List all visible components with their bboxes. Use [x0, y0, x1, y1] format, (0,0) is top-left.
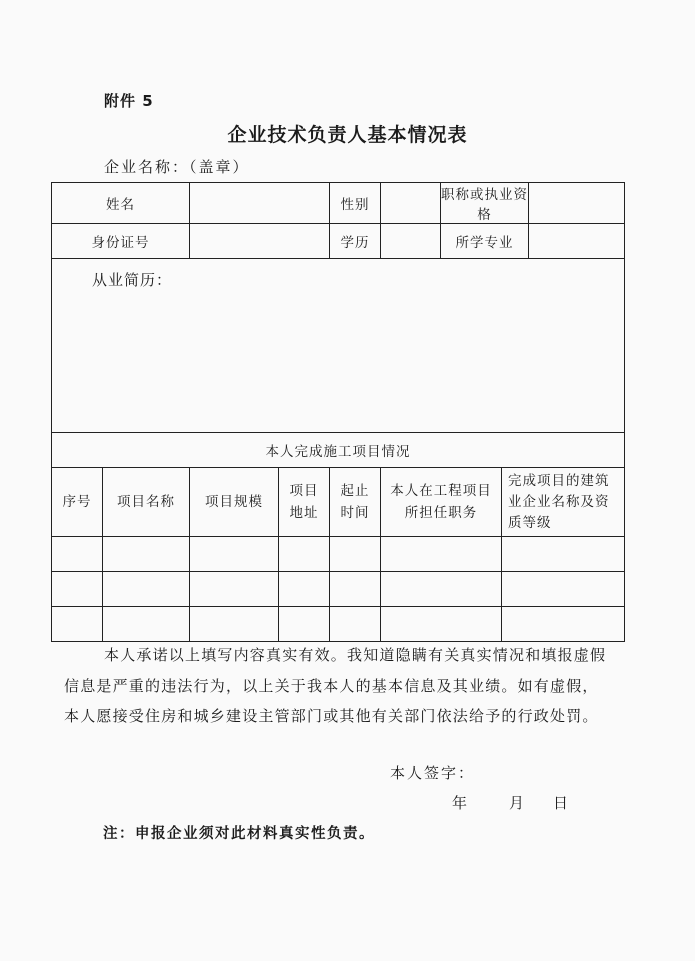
- name-field[interactable]: [190, 183, 330, 224]
- resume-row: [52, 259, 625, 433]
- cell-project-scale[interactable]: [190, 572, 279, 607]
- projects-title-row: [52, 433, 625, 468]
- date-day-label: 日: [553, 794, 569, 812]
- gender-label: 性别: [330, 183, 381, 224]
- projects-header-row: [52, 468, 625, 537]
- cell-role[interactable]: [381, 537, 502, 572]
- cell-project-name[interactable]: [103, 572, 190, 607]
- cell-period[interactable]: [330, 572, 381, 607]
- name-label: 姓名: [52, 183, 190, 224]
- table-row: [52, 572, 625, 607]
- col-header-role: 本人在工程项目所担任职务: [381, 468, 502, 537]
- cell-project-name[interactable]: [103, 607, 190, 642]
- signature-label: 本人签字：: [390, 764, 476, 782]
- company-name-label: 企业名称：（盖章）: [104, 158, 250, 176]
- col-header-project-scale: 项目规模: [190, 468, 279, 537]
- cell-company-qualification[interactable]: [502, 572, 625, 607]
- basic-row-1: [52, 183, 625, 224]
- major-field[interactable]: [529, 224, 625, 259]
- resume-label: 从业简历：: [92, 271, 173, 289]
- resume-field[interactable]: [52, 259, 625, 433]
- col-header-company-qualification: 完成项目的建筑业企业名称及资质等级: [502, 468, 625, 537]
- education-label: 学历: [330, 224, 381, 259]
- page-title: 企业技术负责人基本情况表: [227, 124, 468, 146]
- col-header-index: 序号: [52, 468, 103, 537]
- education-field[interactable]: [381, 224, 441, 259]
- date-month-label: 月: [509, 794, 525, 812]
- table-row: [52, 537, 625, 572]
- cell-index[interactable]: [52, 537, 103, 572]
- gender-field[interactable]: [381, 183, 441, 224]
- cell-role[interactable]: [381, 572, 502, 607]
- cell-period[interactable]: [330, 607, 381, 642]
- id-number-label: 身份证号: [52, 224, 190, 259]
- basic-row-2: [52, 224, 625, 259]
- date-year-label: 年: [452, 794, 468, 812]
- info-table: [51, 182, 625, 642]
- cell-company-qualification[interactable]: [502, 537, 625, 572]
- cell-index[interactable]: [52, 572, 103, 607]
- cell-project-scale[interactable]: [190, 537, 279, 572]
- title-qualification-field[interactable]: [529, 183, 625, 224]
- col-header-period: 起止时间: [330, 468, 381, 537]
- cell-role[interactable]: [381, 607, 502, 642]
- major-label: 所学专业: [441, 224, 529, 259]
- cell-project-address[interactable]: [279, 537, 330, 572]
- col-header-project-address: 项目地址: [279, 468, 330, 537]
- cell-project-address[interactable]: [279, 607, 330, 642]
- attachment-label: 附件 5: [104, 92, 154, 110]
- pledge-text: 本人承诺以上填写内容真实有效。我知道隐瞒有关真实情况和填报虚假信息是严重的违法行为，以上关于我本人的基本信息及其业绩。如有虚假，本人愿接受住房和城乡建设主管部门或其他有关部门依法给予的行政处罚。: [64, 646, 607, 725]
- projects-section-title: 本人完成施工项目情况: [52, 433, 625, 468]
- note-text: 注：申报企业须对此材料真实性负责。: [103, 826, 375, 842]
- cell-period[interactable]: [330, 537, 381, 572]
- cell-index[interactable]: [52, 607, 103, 642]
- col-header-project-name: 项目名称: [103, 468, 190, 537]
- cell-project-address[interactable]: [279, 572, 330, 607]
- title-qualification-label: 职称或执业资格: [441, 183, 529, 224]
- table-row: [52, 607, 625, 642]
- cell-project-scale[interactable]: [190, 607, 279, 642]
- cell-company-qualification[interactable]: [502, 607, 625, 642]
- cell-project-name[interactable]: [103, 537, 190, 572]
- id-number-field[interactable]: [190, 224, 330, 259]
